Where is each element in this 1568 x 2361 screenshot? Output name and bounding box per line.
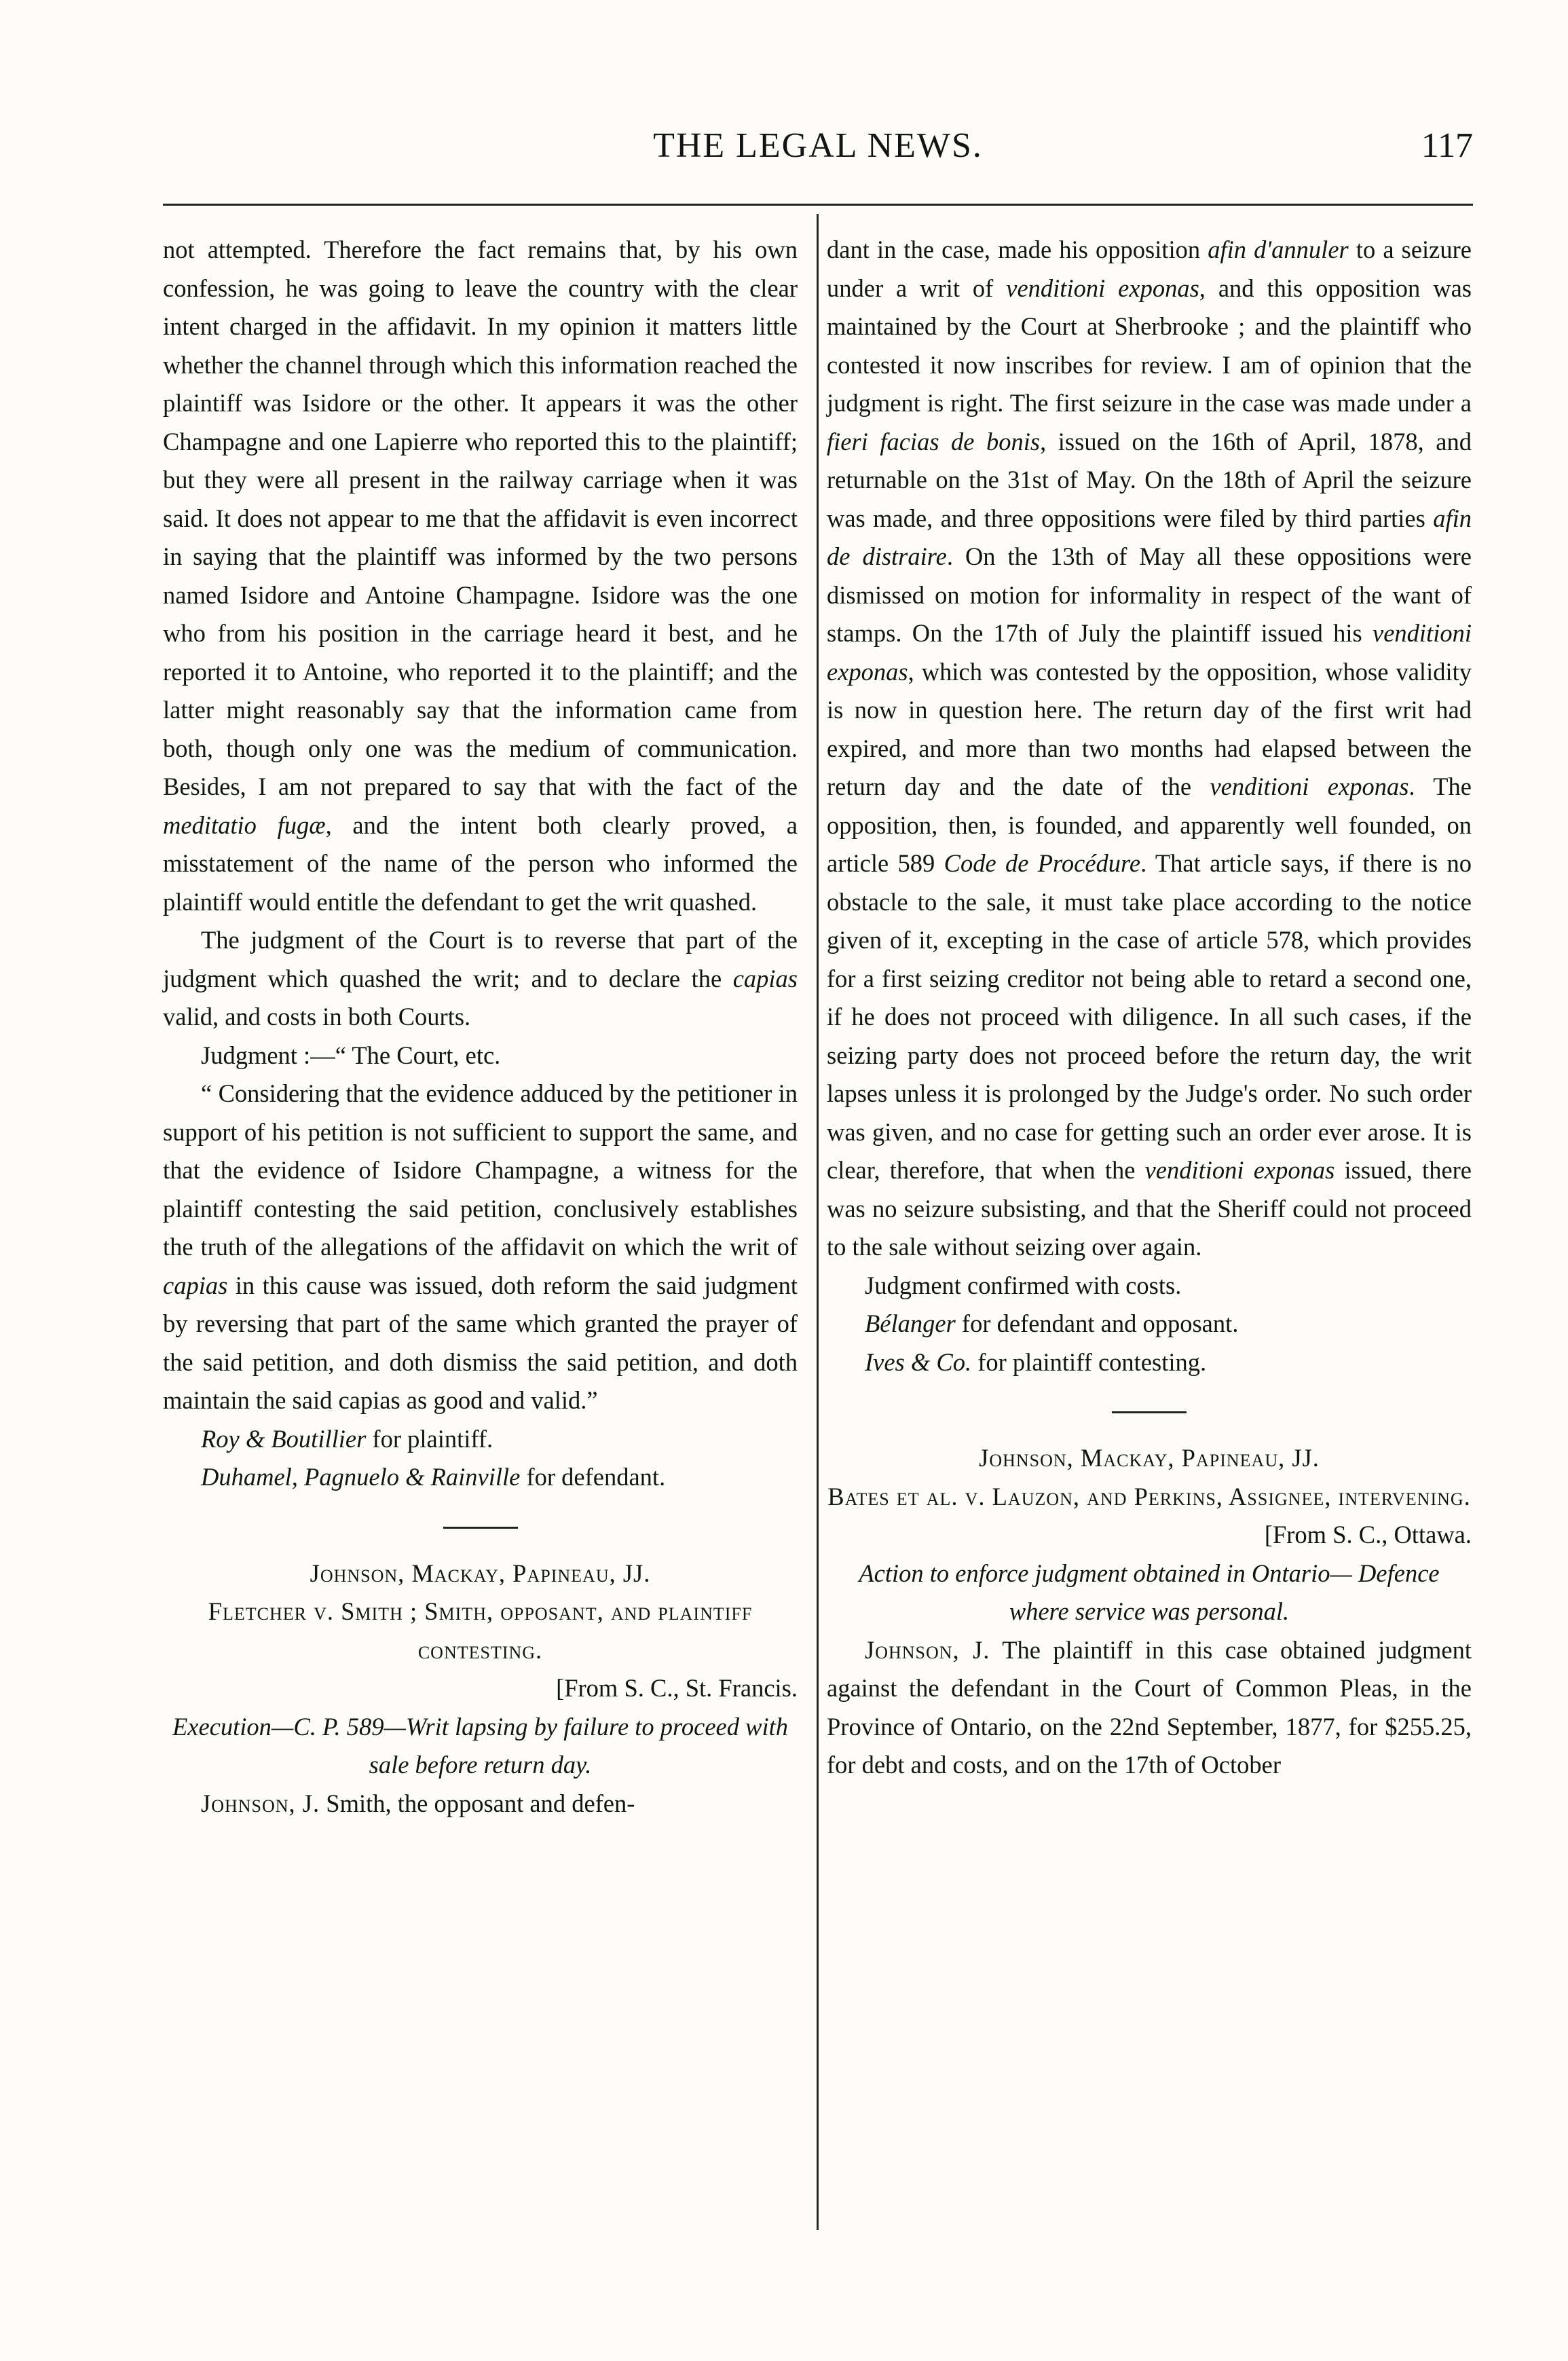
court-origin: [From S. C., Ottawa. (1264, 1521, 1472, 1548)
paragraph: Johnson, J. Smith, the opposant and defen- (201, 1789, 635, 1817)
page-number: 117 (1421, 126, 1473, 165)
paragraph: Judgment :—“ The Court, etc. (201, 1041, 501, 1069)
counsel-line: Duhamel, Pagnuelo & Rainville for defendant. (201, 1463, 666, 1491)
paragraph: Johnson, J. The plaintiff in this case obtained judgment against the defendant in the Court of Common Pleas, in the Province of Ontario, on the 22nd September, 1877, for $255.25, for debt and costs, and on the 17th of October (827, 1635, 1472, 1779)
headnote: Execution—C. P. 589—Writ lapsing by failure to proceed with sale before return day. (172, 1712, 789, 1779)
journal-title: THE LEGAL NEWS. (653, 126, 983, 165)
paragraph: dant in the case, made his opposition afin d'annuler to a seizure under a writ of venditioni exponas, and this opposition was maintained by the Court at Sherbrooke ; and the plaintiff who contested it now inscribes for review. I am of opinion that the judgment is right. The first seizure in the case was made under a fieri facias de bonis, issued on the 16th of April, 1878, and returnable on the 31st of May. On the 18th of April the seizure was made, and three oppositions were filed by third parties afin de distraire. On the 13th of May all these oppositions were dismissed on motion for informality in respect of the want of stamps. On the 17th of July the plaintiff issued his venditioni exponas, which was contested by the opposition, whose validity is now in question here. The return day of the first writ had expired, and more than two months had elapsed between the return day and the date of the venditioni exponas. The opposition, then, is founded, and apparently well founded, on article 589 Code de Procédure. That article says, if there is no obstacle to the sale, it must take place according to the notice given of it, excepting in the case of article 578, which provides for a first seizing creditor not being able to retard a second one, if he does not proceed with diligence. In all such cases, if the seizing party does not proceed before the return day, the writ lapses unless it is prolonged by the Judge's order. No such order was given, and no case for getting such an order ever arose. It is clear, therefore, that when the venditioni exponas issued, there was no seizure subsisting, and that the Sheriff could not proceed to the sale without seizing over again. (827, 236, 1472, 1261)
counsel-line: Ives & Co. for plaintiff contesting. (865, 1347, 1207, 1376)
court-origin: [From S. C., St. Francis. (556, 1674, 798, 1702)
case-title: Fletcher v. Smith ; Smith, opposant, and plaintiff contesting. (208, 1597, 753, 1664)
paragraph: “ Considering that the evidence adduced by the petitioner in support of his petition is not sufficient to support the same, and that the evidence of Isidore Champagne, a witness for the plaintiff contesting the said petition, conclusively establishes the truth of the allegations of the affidavit on which the writ of capias in this cause was issued, doth reform the said judgment by reversing that part of the same which granted the prayer of the said petition, and doth dismiss the said petition, and doth maintain the said capias as good and valid.” (163, 1079, 798, 1414)
paragraph: Judgment confirmed with costs. (865, 1271, 1182, 1299)
judges-line: Johnson, Mackay, Papineau, JJ. (979, 1444, 1320, 1472)
judges-line: Johnson, Mackay, Papineau, JJ. (310, 1559, 651, 1587)
paragraph: not attempted. Therefore the fact remains that, by his own confession, he was going to leave the country with the clear intent charged in the affidavit. In my opinion it matters little whether the channel through which this information reached the plaintiff was Isidore or the other. It appears it was the other Champagne and one Lapierre who reported this to the plaintiff; but they were all present in the railway carriage when it was said. It does not appear to me that the affidavit is even incorrect in saying that the plaintiff was informed by the two persons named Isidore and Antoine Champagne. Isidore was the one who from his position in the carriage heard it best, and he reported it to Antoine, who reported it to the plaintiff; and the latter might reasonably say that the information came from both, though only one was the medium of communication. Besides, I am not prepared to say that with the fact of the meditatio fugæ, and the intent both clearly proved, a misstatement of the name of the person who informed the plaintiff would entitle the defendant to get the writ quashed. (163, 236, 798, 916)
counsel-line: Bélanger for defendant and opposant. (865, 1309, 1239, 1337)
headnote: Action to enforce judgment obtained in Ontario— Defence where service was personal. (859, 1559, 1440, 1625)
section-rule (443, 1527, 518, 1529)
header-rule (163, 204, 1473, 206)
counsel-line: Roy & Boutillier for plaintiff. (201, 1424, 493, 1453)
right-column (827, 231, 1472, 1785)
column-divider (817, 214, 819, 2230)
running-header (163, 126, 1473, 173)
section-rule (1112, 1411, 1187, 1413)
paragraph: The judgment of the Court is to reverse that part of the judgment which quashed the writ; and to declare the capias valid, and costs in both Courts. (163, 926, 798, 1030)
left-column (163, 231, 798, 1823)
case-title: Bates et al. v. Lauzon, and Perkins, Assignee, intervening. (827, 1482, 1471, 1510)
